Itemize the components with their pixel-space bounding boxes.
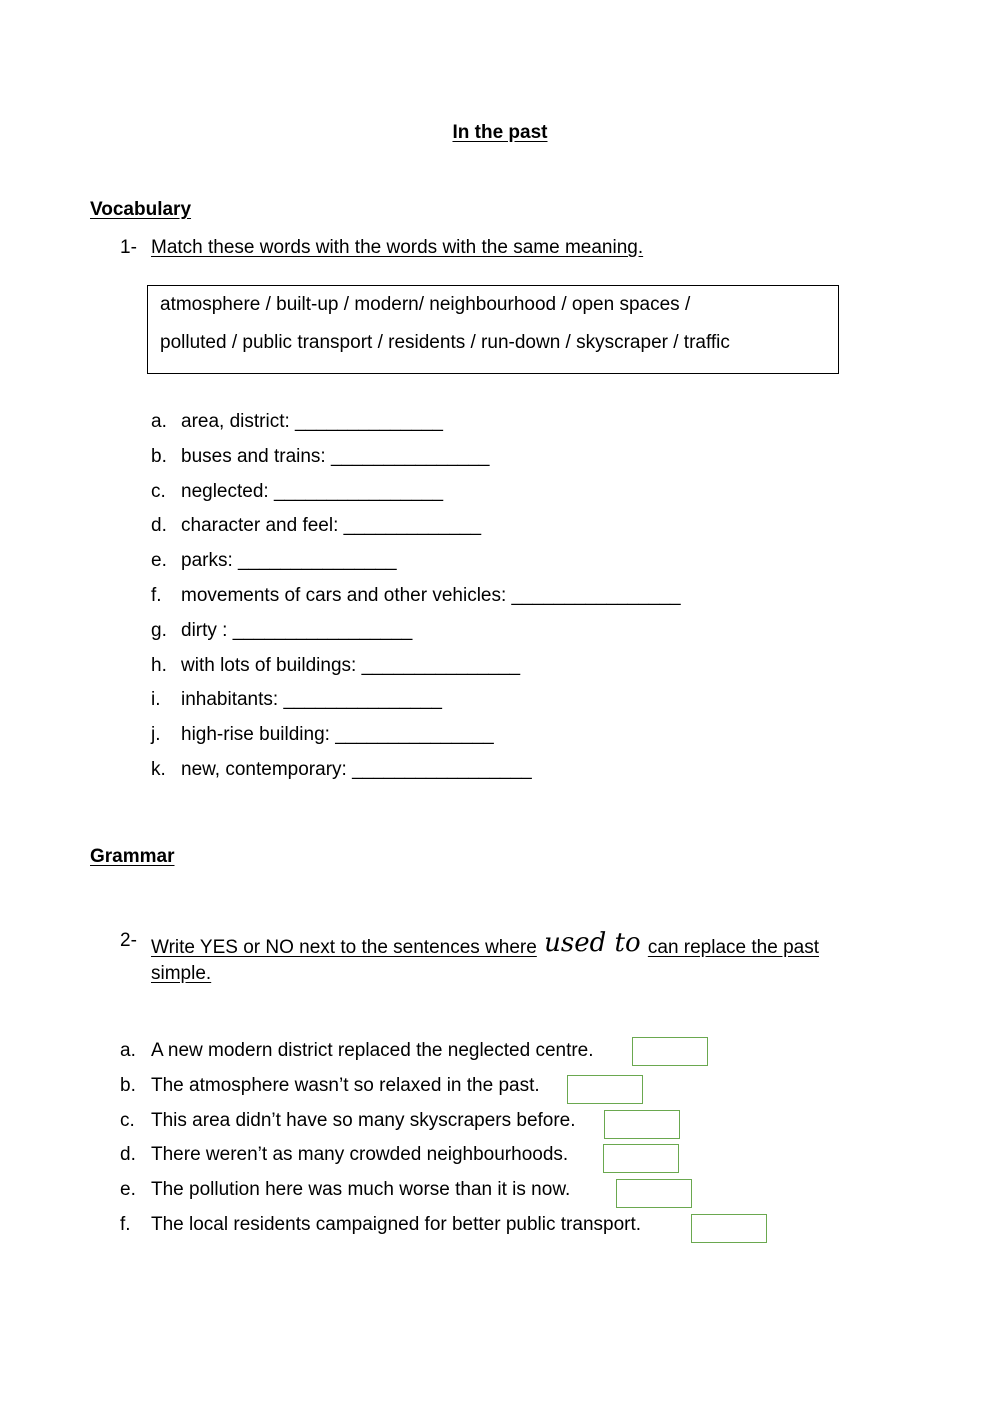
answer-box-d[interactable]: [603, 1144, 679, 1173]
item-letter: a.: [151, 411, 167, 432]
word-bank-line-1: atmosphere / built-up / modern/ neighbourhood / open spaces /: [160, 294, 691, 315]
page-title: In the past: [452, 122, 548, 143]
item-letter: f.: [120, 1213, 131, 1235]
item-text: new, contemporary: _________________: [181, 758, 532, 780]
item-letter: c.: [120, 1109, 135, 1131]
item-text: There weren’t as many crowded neighbourhoods.: [151, 1144, 569, 1166]
item-letter: b.: [120, 1074, 136, 1096]
word-bank-line-2: polluted / public transport / residents / run-down / skyscraper / traffic: [160, 332, 730, 353]
item-letter: e.: [120, 1179, 136, 1201]
answer-box-e[interactable]: [616, 1179, 692, 1208]
item-text: The atmosphere wasn’t so relaxed in the past.: [151, 1074, 540, 1096]
item-letter: d.: [120, 1144, 136, 1166]
item-text: The pollution here was much worse than it is now.: [151, 1179, 571, 1201]
item-letter: b.: [151, 445, 167, 467]
item-text: inhabitants: _______________: [181, 689, 442, 711]
item-text: area, district: ______________: [181, 411, 443, 432]
question-1-number: 1-: [120, 237, 137, 258]
item-text: A new modern district replaced the neglected centre.: [151, 1040, 594, 1061]
question-2-text-after: can replace the past: [647, 937, 819, 958]
answer-box-a[interactable]: [632, 1037, 708, 1066]
answer-box-c[interactable]: [604, 1110, 680, 1139]
item-text: high-rise building: _______________: [181, 724, 494, 746]
item-letter: c.: [151, 480, 166, 502]
item-letter: j.: [151, 724, 161, 746]
vocabulary-heading: Vocabulary: [90, 199, 192, 220]
item-letter: d.: [151, 515, 167, 537]
item-letter: i.: [151, 689, 161, 711]
question-2-line-1: [151, 930, 819, 960]
item-text: character and feel: _____________: [181, 515, 482, 537]
question-2-line-2: simple.: [151, 963, 212, 984]
item-text: This area didn’t have so many skyscrapers before.: [151, 1109, 576, 1131]
item-text: parks: _______________: [181, 550, 397, 572]
item-text: neglected: ________________: [181, 480, 444, 502]
item-letter: e.: [151, 550, 167, 572]
item-letter: h.: [151, 654, 167, 676]
item-letter: f.: [151, 584, 162, 606]
item-letter: a.: [120, 1040, 136, 1061]
item-text: movements of cars and other vehicles: ________________: [181, 584, 681, 606]
item-letter: k.: [151, 758, 166, 780]
item-text: buses and trains: _______________: [181, 445, 490, 467]
word-bank-box: [147, 285, 839, 374]
answer-box-b[interactable]: [567, 1075, 643, 1104]
question-1-text: Match these words with the words with the same meaning.: [151, 237, 644, 258]
question-2-number: 2-: [120, 930, 137, 951]
item-letter: g.: [151, 619, 167, 641]
grammar-heading: Grammar: [90, 846, 175, 867]
item-text: with lots of buildings: _______________: [181, 654, 521, 676]
used-to-highlight: used to: [544, 928, 641, 958]
answer-box-f[interactable]: [691, 1214, 767, 1243]
item-text: dirty : _________________: [181, 619, 413, 641]
item-text: The local residents campaigned for better public transport.: [151, 1213, 642, 1235]
question-2-text-before: Write YES or NO next to the sentences where: [151, 937, 537, 958]
